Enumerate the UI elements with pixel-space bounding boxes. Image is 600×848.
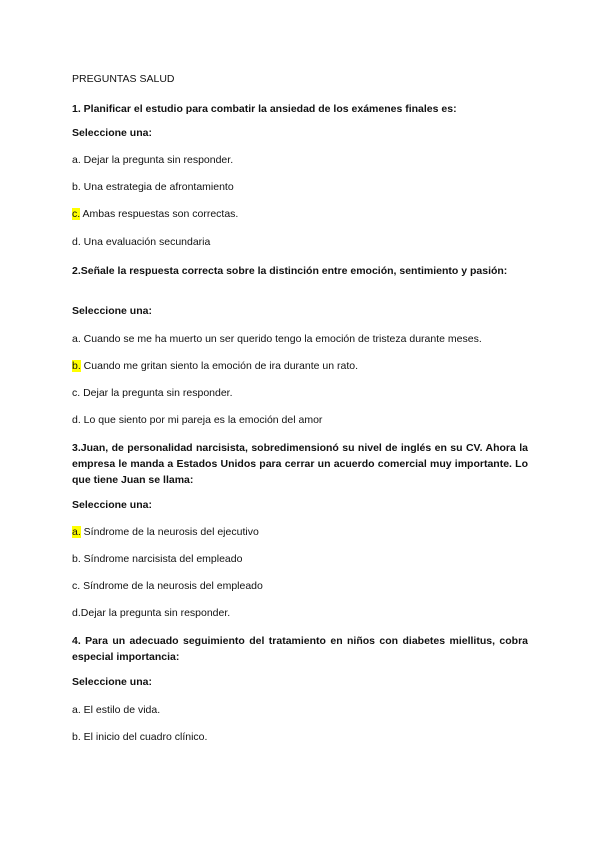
question-2: 2.Señale la respuesta correcta sobre la distinción entre emoción, sentimiento y pasión:	[72, 265, 508, 277]
select-label-3: Seleccione una:	[72, 499, 152, 511]
option-text: El estilo de vida.	[80, 704, 161, 716]
option-2b	[72, 360, 358, 372]
option-1c	[72, 208, 238, 220]
option-letter: a.	[72, 333, 81, 345]
option-3a	[72, 526, 259, 538]
option-text: Ambas respuestas son correctas.	[80, 208, 239, 220]
question-4: 4. Para un adecuado seguimiento del tratamiento en niños con diabetes miellitus, cobra especial importancia:	[72, 635, 528, 663]
option-1a	[72, 154, 233, 166]
option-letter: a.	[72, 154, 81, 166]
question-1: 1. Planificar el estudio para combatir la ansiedad de los exámenes finales es:	[72, 103, 457, 115]
option-2c	[72, 387, 233, 399]
option-letter: a.	[72, 526, 81, 538]
option-text: El inicio del cuadro clínico.	[80, 731, 208, 743]
option-letter: d.	[72, 607, 81, 619]
option-text: Una estrategia de afrontamiento	[80, 181, 234, 193]
option-4b	[72, 731, 207, 743]
select-label-4: Seleccione una:	[72, 676, 152, 688]
option-1b	[72, 181, 234, 193]
option-3c	[72, 580, 263, 592]
option-4a	[72, 704, 160, 716]
option-text: Lo que siento por mi pareja es la emoción del amor	[80, 414, 323, 426]
document-title: PREGUNTAS SALUD	[72, 73, 175, 85]
option-letter: b.	[72, 731, 81, 743]
option-text: Una evaluación secundaria	[80, 236, 211, 248]
option-letter: d.	[72, 414, 81, 426]
option-text: Síndrome de la neurosis del empleado	[80, 580, 263, 592]
option-text: Dejar la pregunta sin responder.	[80, 607, 231, 619]
option-text: Cuando se me ha muerto un ser querido tengo la emoción de tristeza durante meses.	[80, 333, 482, 345]
option-letter: c.	[72, 208, 81, 220]
option-letter: b.	[72, 360, 81, 372]
option-text: Síndrome narcisista del empleado	[80, 553, 243, 565]
option-letter: a.	[72, 704, 81, 716]
option-1d	[72, 236, 210, 248]
question-3: 3.Juan, de personalidad narcisista, sobredimensionó su nivel de inglés en su CV. Ahora la empresa le manda a Estados Unidos para cerrar un acuerdo comercial muy importante. Lo que tiene Juan se llama:	[72, 442, 528, 486]
option-3d	[72, 607, 230, 619]
option-letter: c.	[72, 387, 81, 399]
option-letter: d.	[72, 236, 81, 248]
option-text: Dejar la pregunta sin responder.	[80, 387, 233, 399]
select-label-2: Seleccione una:	[72, 305, 152, 317]
select-label-1: Seleccione una:	[72, 127, 152, 139]
option-text: Síndrome de la neurosis del ejecutivo	[80, 526, 259, 538]
option-3b	[72, 553, 242, 565]
option-2a	[72, 333, 482, 345]
option-letter: b.	[72, 181, 81, 193]
option-2d	[72, 414, 322, 426]
option-letter: c.	[72, 580, 81, 592]
option-text: Cuando me gritan siento la emoción de ira durante un rato.	[80, 360, 359, 372]
option-letter: b.	[72, 553, 81, 565]
option-text: Dejar la pregunta sin responder.	[80, 154, 234, 166]
